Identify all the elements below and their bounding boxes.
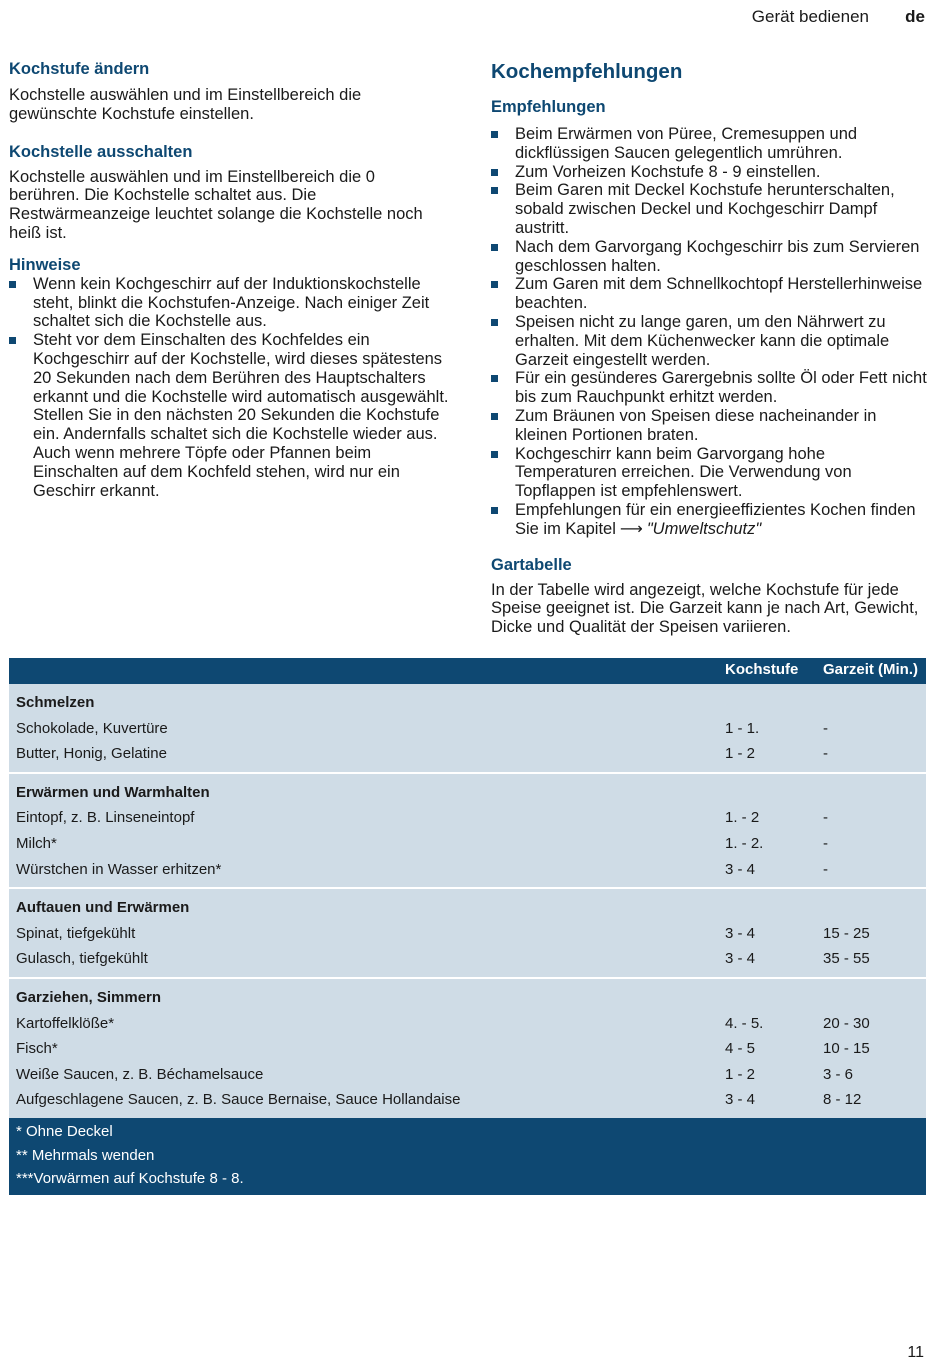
table-group-title: Auftauen und Erwärmen	[16, 899, 190, 917]
chapter-reference-link[interactable]: "Umweltschutz"	[646, 519, 762, 538]
left-column	[9, 58, 449, 500]
list-item: Beim Erwärmen von Püree, Cremesuppen und dickflüssigen Saucen gelegentlich umrühren.	[491, 125, 931, 163]
table-row: Spinat, tiefgekühlt 3 - 4 15 - 25	[16, 924, 870, 942]
heading-cooking-table: Gartabelle	[491, 555, 572, 574]
bullet-square-icon	[491, 413, 498, 420]
arrow-right-icon: ⟶	[619, 520, 643, 538]
bullet-square-icon	[491, 451, 498, 458]
page-number: 11	[907, 1344, 924, 1361]
table-row: Gulasch, tiefgekühlt 3 - 4 35 - 55	[16, 950, 870, 968]
bullet-square-icon	[491, 131, 498, 138]
table-group-simmering	[9, 979, 926, 1118]
bullet-square-icon	[491, 319, 498, 326]
heading-change-level: Kochstufe ändern	[9, 60, 150, 78]
recommendations-list	[491, 125, 931, 540]
bullet-square-icon	[491, 281, 498, 288]
table-row: Butter, Honig, Gelatine 1 - 2 -	[16, 745, 828, 763]
right-column	[491, 58, 931, 637]
table-group-warming	[9, 774, 926, 889]
header-language: de	[905, 7, 925, 26]
heading-recommendations-main: Kochempfehlungen	[491, 60, 683, 83]
list-item: Zum Bräunen von Speisen diese nacheinander in kleinen Portionen braten.	[491, 407, 931, 445]
bullet-square-icon	[491, 507, 498, 514]
list-item: Für ein gesünderes Garergebnis sollte Öl oder Fett nicht bis zum Rauchpunkt erhitzt werden.	[491, 369, 931, 407]
table-footnotes	[9, 1118, 926, 1195]
footnote: * Ohne Deckel	[16, 1122, 113, 1140]
table-row: Würstchen in Wasser erhitzen* 3 - 4 -	[16, 860, 828, 878]
list-item: Zum Vorheizen Kochstufe 8 - 9 einstellen.	[491, 163, 931, 182]
list-item: Nach dem Garvorgang Kochgeschirr bis zum Servieren geschlossen halten.	[491, 238, 931, 276]
table-row: Eintopf, z. B. Linseneintopf 1. - 2 -	[16, 809, 828, 827]
list-item: Speisen nicht zu lange garen, um den Nährwert zu erhalten. Mit dem Küchenwecker kann die optimale Garzeit eingestellt werden.	[491, 313, 931, 369]
table-group-title: Schmelzen	[16, 694, 95, 711]
table-row: Weiße Saucen, z. B. Béchamelsauce 1 - 2 3 - 6	[16, 1065, 854, 1083]
notes-list	[9, 275, 449, 501]
text-cooking-table-intro: In der Tabelle wird angezeigt, welche Kochstufe für jede Speise geeignet ist. Die Garzeit kann je nach Art, Gewicht, Dicke und Qualität der Speisen variieren.	[491, 580, 919, 637]
footnote: ***Vorwärmen auf Kochstufe 8 - 8.	[16, 1170, 244, 1188]
bullet-square-icon	[491, 169, 498, 176]
table-row: Milch* 1. - 2. -	[16, 834, 828, 852]
heading-notes: Hinweise	[9, 255, 81, 274]
table-header	[9, 658, 926, 684]
table-group-defrosting	[9, 889, 926, 979]
table-group-title: Garziehen, Simmern	[16, 988, 162, 1006]
table-row: Fisch* 4 - 5 10 - 15	[16, 1040, 870, 1058]
cooking-table	[9, 658, 926, 1195]
bullet-square-icon	[491, 187, 498, 194]
list-item: Beim Garen mit Deckel Kochstufe herunterschalten, sobald zwischen Deckel und Kochgeschirr Dampf austritt.	[491, 181, 931, 237]
table-group-title: Erwärmen und Warmhalten	[16, 783, 210, 801]
text-switch-off: Kochstelle auswählen und im Einstellbereich die 0 berühren. Die Kochstelle schaltet aus. Die Restwärmeanzeige leuchtet solange die Kochstelle noch heiß ist.	[9, 167, 423, 242]
list-item: Wenn kein Kochgeschirr auf der Induktionskochstelle steht, blinkt die Kochstufen-Anzeige. Nach einiger Zeit schaltet sich die Kochstelle aus.	[9, 275, 449, 331]
table-row: Schokolade, Kuvertüre 1 - 1. -	[16, 719, 828, 737]
column-header-time: Garzeit (Min.)	[823, 661, 919, 678]
list-item: Steht vor dem Einschalten des Kochfeldes ein Kochgeschirr auf der Kochstelle, wird dieses spätestens 20 Sekunden nach dem Berühren des Hauptschalters erkannt und die Kochstelle wird automatisch ausgewählt. Stellen Sie in den nächsten 20 Sekunden die Kochstufe ein. Andernfalls schaltet sich die Kochstelle wieder aus. Auch wenn mehrere Töpfe oder Pfannen beim Einschalten auf dem Kochfeld stehen, wird nur ein Geschirr erkannt.	[9, 331, 449, 500]
column-header-level: Kochstufe	[725, 661, 799, 678]
list-item: Zum Garen mit dem Schnellkochtopf Herstellerhinweise beachten.	[491, 275, 931, 313]
table-row: Kartoffelklöße* 4. - 5. 20 - 30	[16, 1014, 870, 1032]
bullet-square-icon	[491, 375, 498, 382]
table-row: Aufgeschlagene Saucen, z. B. Sauce Bernaise, Sauce Hollandaise 3 - 4 8 - 12	[16, 1091, 862, 1109]
heading-switch-off: Kochstelle ausschalten	[9, 142, 193, 161]
header-section-title: Gerät bedienen	[751, 7, 869, 26]
heading-recommendations: Empfehlungen	[491, 98, 606, 116]
list-item: Empfehlungen für ein energieeffizientes Kochen finden Sie im Kapitel ⟶ "Umweltschutz"	[491, 501, 931, 540]
bullet-square-icon	[491, 244, 498, 251]
bullet-square-icon	[9, 337, 16, 344]
text-change-level: Kochstelle auswählen und im Einstellbereich die gewünschte Kochstufe einstellen.	[9, 86, 362, 123]
bullet-square-icon	[9, 281, 16, 288]
footnote: ** Mehrmals wenden	[16, 1146, 155, 1164]
table-group-melting	[9, 684, 926, 774]
list-item: Kochgeschirr kann beim Garvorgang hohe Temperaturen erreichen. Die Verwendung von Topflappen ist empfehlenswert.	[491, 445, 931, 501]
notes-extra-text: Auch wenn mehrere Töpfe oder Pfannen beim Einschalten auf dem Kochfeld stehen, wird nur ein Geschirr erkannt.	[33, 443, 400, 500]
